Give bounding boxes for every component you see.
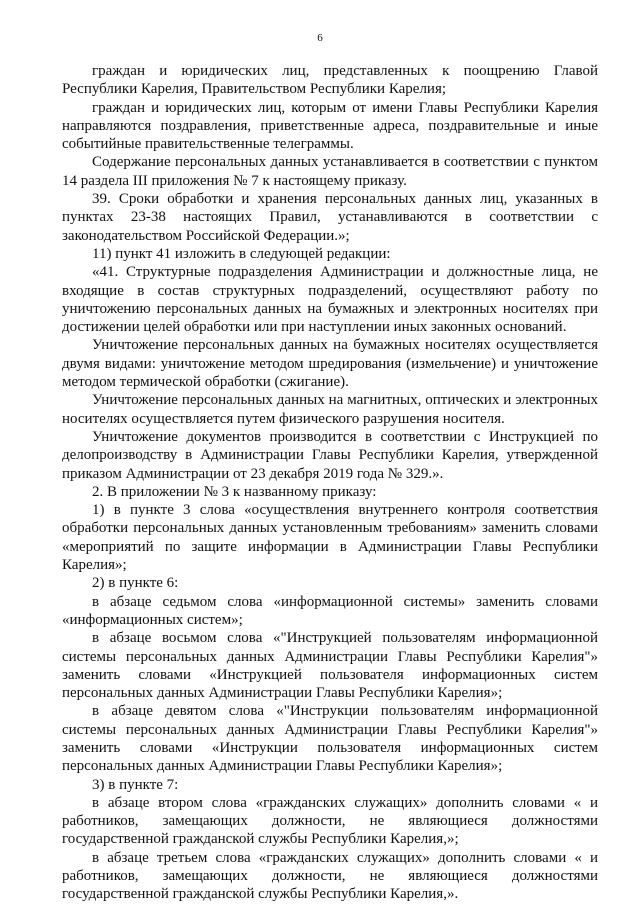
paragraph: Содержание персональных данных устанавливается в соответствии с пунктом 14 раздела III приложения № 7 к настоящему приказу. <box>62 154 598 189</box>
paragraph: 11) пункт 41 изложить в следующей редакции: <box>92 245 391 262</box>
paragraph: 39. Сроки обработки и хранения персональных данных лиц, указанных в пунктах 23-38 настоящих Правил, устанавливаются в соответствии с законодательством Российской Федерации.»; <box>62 191 598 244</box>
paragraph: «41. Структурные подразделения Администрации и должностные лица, не входящие в состав структурных подразделений, осуществляют работу по уничтожению персональных данных на бумажных и электронных носителях при достижении целей обработки или при наступлении иных законных оснований. <box>62 264 598 336</box>
paragraph: в абзаце седьмом слова «информационной системы» заменить словами «информационных систем»; <box>62 593 598 628</box>
paragraph: Уничтожение документов производится в соответствии с Инструкцией по делопроизводству в Администрации Главы Республики Карелия, утвержденной приказом Администрации от 23 декабря 2019 года № 329.». <box>62 428 598 482</box>
document-body <box>62 62 598 904</box>
paragraph: 1) в пункте 3 слова «осуществления внутреннего контроля соответствия обработки персональных данных установленным требованиям» заменить словами «мероприятий по защите информации в Администрации Главы Республики Карелия»; <box>62 502 598 574</box>
paragraph: в абзаце девятом слова «"Инструкции пользователям информационной системы персональных данных Администрации Главы Республики Карелия"» заменить словами «Инструкции пользователя информационных систем персональных данных Администрации Главы Республики Карелия»; <box>62 703 598 775</box>
paragraph: 3) в пункте 7: <box>92 776 179 793</box>
paragraph: Уничтожение персональных данных на бумажных носителях осуществляется двумя видами: уничтожение методом шредирования (измельчение) и уничтожение методом термической обработки (сжигание). <box>62 337 598 391</box>
paragraph: в абзаце втором слова «гражданских служащих» дополнить словами « и работников, замещающих должности, не являющиеся должностями государственной гражданской службы Республики Карелия,»; <box>62 794 598 848</box>
paragraph: граждан и юридических лиц, которым от имени Главы Республики Карелия направляются поздравления, приветственные адреса, поздравительные и иные событийные правительственные телеграммы. <box>62 99 598 153</box>
paragraph: в абзаце третьем слова «гражданских служащих» дополнить словами « и работников, замещающих должности, не являющиеся должностями государственной гражданской службы Республики Карелия,». <box>62 849 598 903</box>
paragraph: 2) в пункте 6: <box>92 575 179 592</box>
paragraph: в абзаце восьмом слова «"Инструкцией пользователям информационной системы персональных данных Администрации Главы Республики Карелия"» заменить словами «Инструкцией пользователя информационных систем персональных данных Администрации Главы Республики Карелия»; <box>62 630 598 702</box>
paragraph: граждан и юридических лиц, представленных к поощрению Главой Республики Карелия, Правительством Республики Карелия; <box>62 63 598 98</box>
paragraph: Уничтожение персональных данных на магнитных, оптических и электронных носителях осуществляется путем физического разрушения носителя. <box>62 392 598 427</box>
paragraph: 2. В приложении № 3 к названному приказу: <box>92 483 377 500</box>
page-number: 6 <box>317 32 323 44</box>
